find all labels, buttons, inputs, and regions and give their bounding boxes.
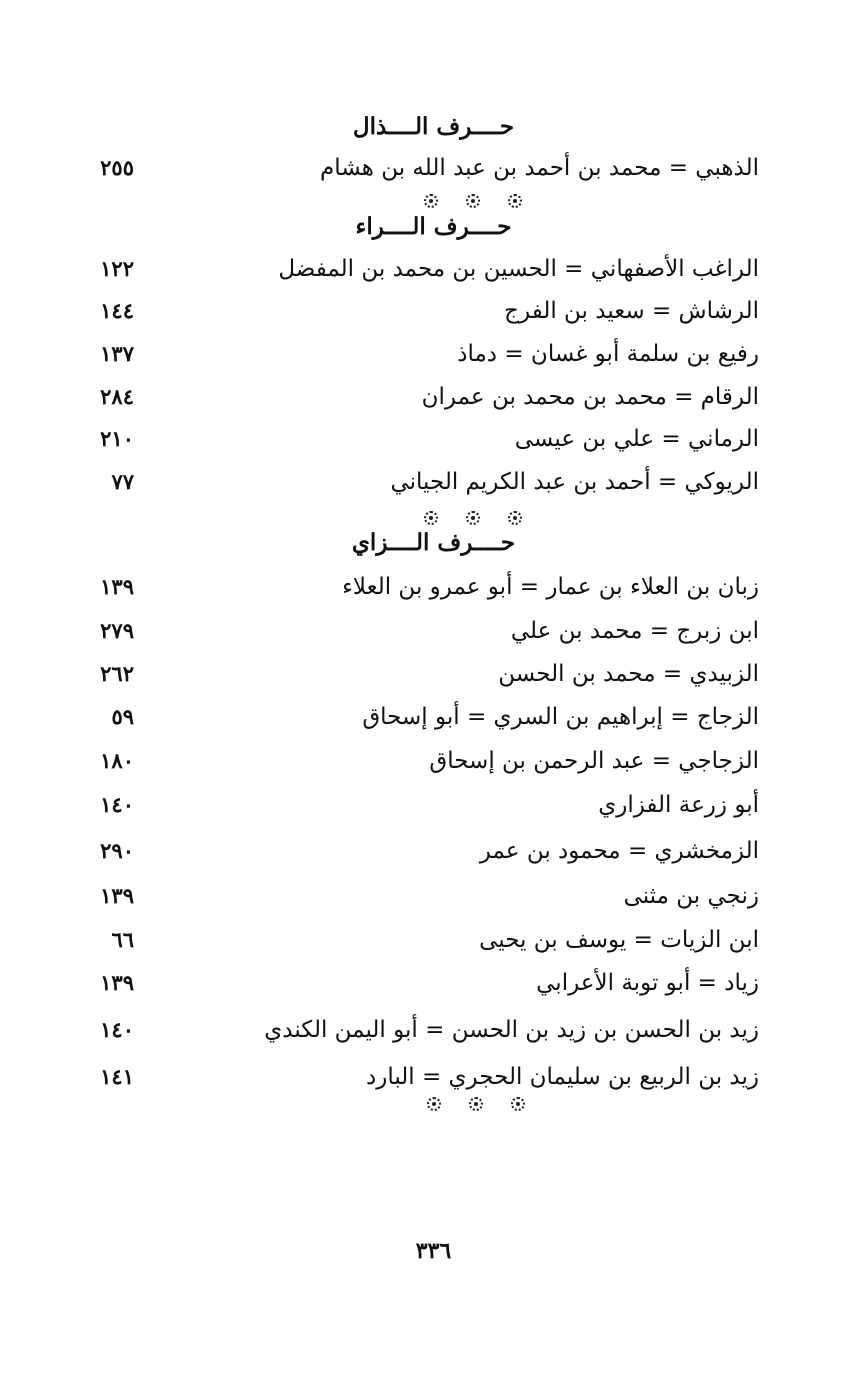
entry-page-number: ٢٧٩ bbox=[100, 618, 134, 643]
asterism-icon bbox=[424, 194, 438, 208]
index-entry bbox=[0, 785, 867, 825]
entry-name: الذهبي = محمد بن أحمد بن عبد الله بن هشام bbox=[320, 155, 759, 181]
entry-name: ابن الزيات = يوسف بن يحيى bbox=[479, 927, 759, 953]
entry-name: ابن زبرج = محمد بن علي bbox=[510, 618, 759, 644]
section-heading-zay: حــــرف الــــزاي bbox=[351, 529, 516, 556]
entry-page-number: ١٢٢ bbox=[100, 256, 134, 281]
index-entry bbox=[0, 462, 867, 502]
asterism-icon bbox=[508, 194, 522, 208]
section-heading-dhal: حــــرف الــــذال bbox=[352, 113, 515, 140]
entry-page-number: ٢٦٢ bbox=[100, 661, 134, 686]
entry-page-number: ٢٥٥ bbox=[100, 155, 134, 180]
section-separator bbox=[427, 1097, 525, 1117]
index-entry bbox=[0, 249, 867, 289]
index-entry bbox=[0, 419, 867, 459]
entry-name: أبو زرعة الفزاري bbox=[598, 792, 759, 818]
entry-name: الزبيدي = محمد بن الحسن bbox=[498, 661, 759, 687]
entry-page-number: ٧٧ bbox=[111, 469, 134, 494]
index-entry bbox=[0, 963, 867, 1003]
asterism-icon bbox=[466, 194, 480, 208]
index-entry bbox=[0, 334, 867, 374]
asterism-icon bbox=[466, 511, 480, 525]
index-entry bbox=[0, 1057, 867, 1097]
entry-page-number: ٦٦ bbox=[111, 927, 134, 952]
section-separator bbox=[424, 194, 522, 214]
entry-page-number: ١٣٩ bbox=[100, 574, 134, 599]
entry-name: زبان بن العلاء بن عمار = أبو عمرو بن العلاء bbox=[342, 574, 759, 600]
entry-page-number: ١٤٠ bbox=[100, 1017, 134, 1042]
entry-page-number: ١٤٤ bbox=[100, 298, 134, 323]
entry-name: الرقام = محمد بن محمد بن عمران bbox=[421, 384, 759, 410]
entry-page-number: ٢١٠ bbox=[100, 426, 134, 451]
index-entry bbox=[0, 920, 867, 960]
entry-page-number: ١٣٧ bbox=[100, 341, 134, 366]
entry-name: الرماني = علي بن عيسى bbox=[514, 426, 759, 452]
index-entry bbox=[0, 654, 867, 694]
entry-name: الرشاش = سعيد بن الفرج bbox=[504, 298, 759, 324]
entry-name: زنجي بن مثنى bbox=[623, 883, 759, 909]
index-entry bbox=[0, 1010, 867, 1050]
entry-name: الزجاج = إبراهيم بن السري = أبو إسحاق bbox=[362, 704, 759, 730]
entry-page-number: ٢٩٠ bbox=[100, 838, 134, 863]
entry-name: زيد بن الربيع بن سليمان الحجري = البارد bbox=[365, 1064, 759, 1090]
entry-name: رفيع بن سلمة أبو غسان = دماذ bbox=[457, 341, 759, 367]
entry-page-number: ١٤٠ bbox=[100, 792, 134, 817]
index-entry bbox=[0, 831, 867, 871]
index-entry bbox=[0, 876, 867, 916]
section-heading-ra: حــــرف الــــراء bbox=[355, 213, 512, 240]
index-entry bbox=[0, 291, 867, 331]
entry-page-number: ١٨٠ bbox=[100, 748, 134, 773]
entry-page-number: ٢٨٤ bbox=[100, 384, 134, 409]
entry-name: الراغب الأصفهاني = الحسين بن محمد بن المفضل bbox=[278, 256, 759, 282]
index-entry bbox=[0, 567, 867, 607]
index-entry bbox=[0, 611, 867, 651]
index-entry bbox=[0, 697, 867, 737]
entry-page-number: ١٣٩ bbox=[100, 970, 134, 995]
asterism-icon bbox=[511, 1097, 525, 1111]
entry-name: الزمخشري = محمود بن عمر bbox=[479, 838, 759, 864]
asterism-icon bbox=[508, 511, 522, 525]
index-entry bbox=[0, 741, 867, 781]
page-number: ٣٣٦ bbox=[415, 1238, 452, 1264]
asterism-icon bbox=[469, 1097, 483, 1111]
asterism-icon bbox=[427, 1097, 441, 1111]
entry-page-number: ١٤١ bbox=[100, 1064, 134, 1089]
index-entry bbox=[0, 377, 867, 417]
entry-name: زيد بن الحسن بن زيد بن الحسن = أبو اليمن الكندي bbox=[264, 1017, 759, 1043]
index-entry bbox=[0, 148, 867, 188]
entry-name: الزجاجي = عبد الرحمن بن إسحاق bbox=[429, 748, 759, 774]
asterism-icon bbox=[424, 511, 438, 525]
entry-page-number: ١٣٩ bbox=[100, 883, 134, 908]
entry-page-number: ٥٩ bbox=[111, 704, 134, 729]
entry-name: الريوكي = أحمد بن عبد الكريم الجياني bbox=[390, 469, 759, 495]
entry-name: زياد = أبو توبة الأعرابي bbox=[536, 970, 759, 996]
